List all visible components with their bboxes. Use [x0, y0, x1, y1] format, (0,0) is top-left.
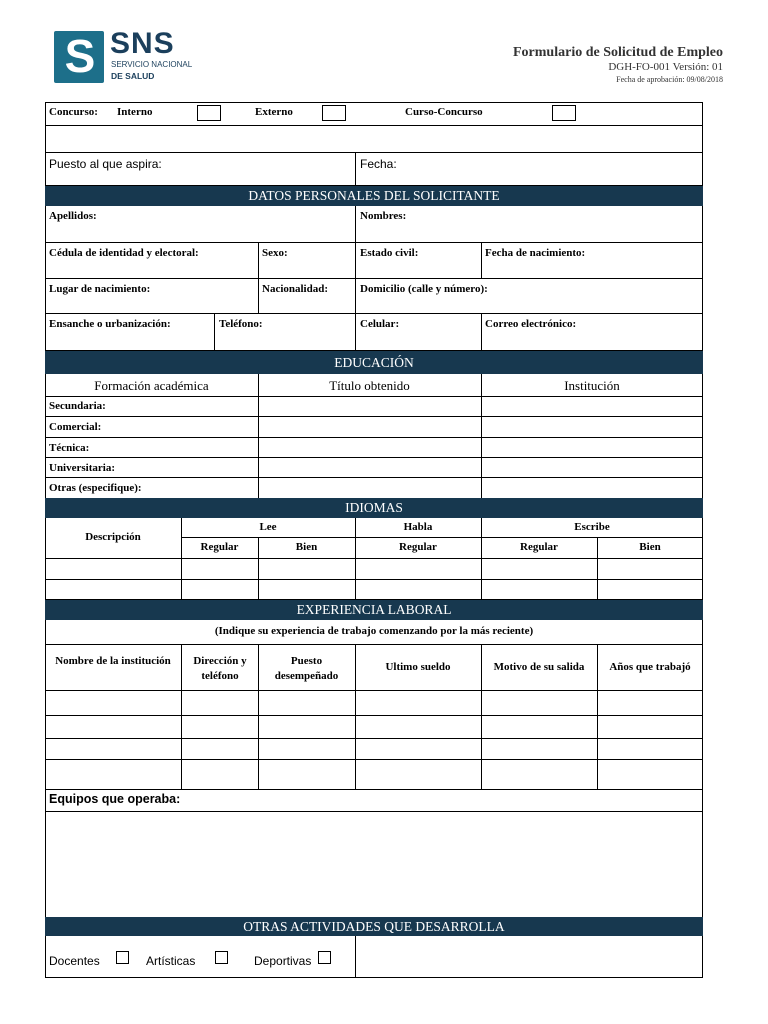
otras-label: Otras (especifique): [49, 482, 142, 494]
table-row [45, 580, 703, 600]
divider [355, 645, 356, 790]
section-datos-personales: DATOS PERSONALES DEL SOLICITANTE [45, 186, 703, 206]
lugar-nacimiento-label: Lugar de nacimiento: [49, 283, 151, 295]
deportivas-label: Deportivas [254, 954, 312, 968]
divider [481, 314, 482, 351]
checkbox-deportivas[interactable] [318, 951, 331, 964]
checkbox-artisticas[interactable] [215, 951, 228, 964]
formacion-header: Formación académica [94, 378, 209, 393]
divider [481, 518, 482, 600]
doc-code: DGH-FO-001 Versión: 01 [608, 61, 723, 73]
checkbox-externo[interactable] [322, 105, 346, 121]
table-row [45, 417, 703, 438]
section-educacion: EDUCACIÓN [45, 351, 703, 374]
col-nombre-institucion: Nombre de la institución [55, 655, 171, 667]
col-anos-trabajo: Años que trabajó [609, 661, 691, 673]
escribe-bien: Bien [639, 541, 661, 553]
secundaria-label: Secundaria: [49, 400, 106, 412]
divider [597, 645, 598, 790]
puesto-label: Puesto al que aspira: [49, 157, 162, 171]
domicilio-label: Domicilio (calle y número): [360, 283, 488, 295]
ensanche-label: Ensanche o urbanización: [49, 318, 171, 330]
divider [258, 374, 259, 498]
nacionalidad-label: Nacionalidad: [262, 283, 329, 295]
divider [181, 645, 182, 790]
section-otras-actividades: OTRAS ACTIVIDADES QUE DESARROLLA [45, 917, 703, 936]
divider [355, 279, 356, 314]
col-puesto-desempenado: Puesto desempeñado [274, 655, 339, 682]
divider [481, 374, 482, 498]
divider [597, 537, 598, 600]
table-row [45, 559, 703, 580]
institucion-header: Institución [564, 378, 620, 393]
divider [355, 153, 356, 186]
fecha-label: Fecha: [360, 157, 397, 171]
option-interno-label: Interno [117, 106, 153, 118]
col-direccion-telefono: Dirección y teléfono [193, 655, 247, 682]
section-experiencia: EXPERIENCIA LABORAL [45, 600, 703, 620]
artisticas-label: Artísticas [146, 954, 196, 968]
nombres-label: Nombres: [360, 210, 407, 222]
divider [355, 206, 356, 243]
checkbox-interno[interactable] [197, 105, 221, 121]
idiomas-header-row [45, 518, 703, 559]
apellidos-label: Apellidos: [49, 210, 97, 222]
logo-s-icon: S [64, 30, 96, 82]
habla-regular: Regular [399, 541, 437, 553]
table-row [45, 739, 703, 760]
divider [181, 518, 182, 600]
concurso-label: Concurso: [49, 106, 98, 118]
option-curso-concurso-label: Curso-Concurso [405, 106, 483, 118]
divider [258, 279, 259, 314]
lee-regular: Regular [200, 541, 239, 553]
org-name-line2: DE SALUD [111, 71, 155, 81]
docentes-label: Docentes [49, 954, 100, 968]
divider [355, 243, 356, 279]
escribe-regular: Regular [520, 541, 558, 553]
escribe-header: Escribe [574, 521, 610, 533]
org-name-line1: SERVICIO NACIONAL [111, 60, 193, 69]
telefono-label: Teléfono: [219, 318, 263, 330]
doc-title: Formulario de Solicitud de Empleo [513, 45, 723, 60]
correo-label: Correo electrónico: [485, 318, 577, 330]
approval-date: Fecha de aprobación: 09/08/2018 [616, 75, 723, 84]
habla-header: Habla [403, 521, 433, 533]
estado-civil-label: Estado civil: [360, 247, 419, 259]
fecha-nacimiento-label: Fecha de nacimiento: [485, 247, 586, 259]
titulo-header: Título obtenido [329, 378, 410, 393]
table-row [45, 691, 703, 716]
blank-row [45, 126, 703, 153]
divider [258, 645, 259, 790]
table-row [45, 438, 703, 458]
divider [481, 243, 482, 279]
divider [214, 314, 215, 351]
divider [258, 537, 259, 600]
divider [355, 518, 356, 600]
tecnica-label: Técnica: [49, 442, 90, 454]
org-acronym: SNS [110, 27, 175, 60]
divider [355, 314, 356, 351]
lee-header: Lee [259, 521, 277, 533]
checkbox-curso-concurso[interactable] [552, 105, 576, 121]
table-row [45, 397, 703, 417]
table-row [45, 760, 703, 790]
divider [355, 936, 356, 978]
celular-label: Celular: [360, 318, 400, 330]
comercial-label: Comercial: [49, 421, 102, 433]
divider [481, 645, 482, 790]
experiencia-note: (Indique su experiencia de trabajo comenzando por la más reciente) [214, 625, 534, 637]
descripcion-header: Descripción [85, 531, 141, 543]
cedula-label: Cédula de identidad y electoral: [49, 247, 199, 259]
divider [258, 243, 259, 279]
table-row [45, 458, 703, 478]
sexo-label: Sexo: [262, 247, 288, 259]
section-idiomas: IDIOMAS [45, 498, 703, 518]
lee-bien: Bien [295, 541, 318, 553]
option-externo-label: Externo [255, 106, 293, 118]
col-motivo-salida: Motivo de su salida [493, 661, 585, 673]
table-row [45, 716, 703, 739]
universitaria-label: Universitaria: [49, 462, 115, 474]
equipos-label: Equipos que operaba: [49, 792, 181, 806]
checkbox-docentes[interactable] [116, 951, 129, 964]
col-ultimo-sueldo: Ultimo sueldo [385, 661, 451, 673]
